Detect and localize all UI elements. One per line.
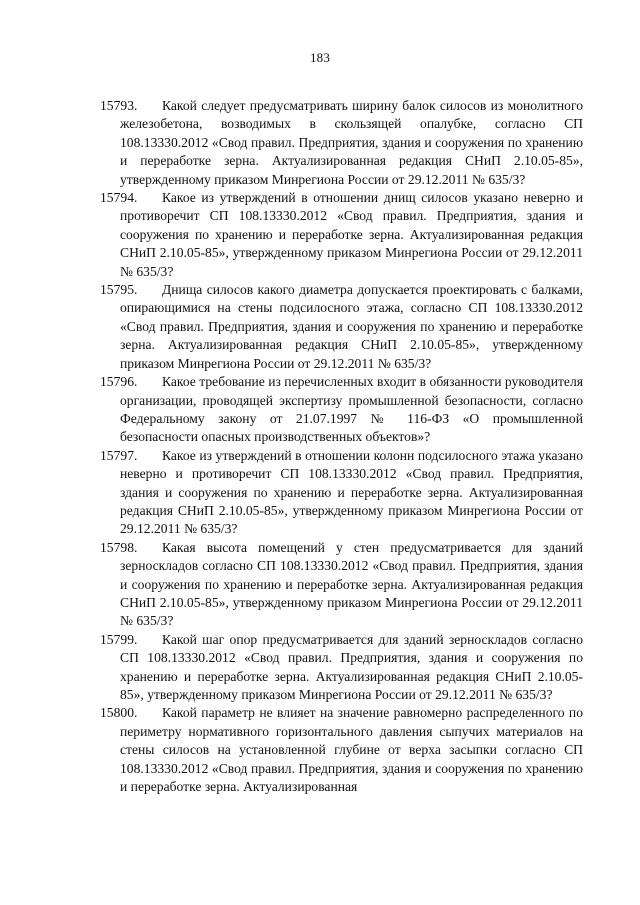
question-text: Какой параметр не влияет на значение равномерно распределенного по периметру нормативного горизонтального давления сыпучих материалов на стены силосов на установленной глубине от верха засыпки согласно СП 108.13330.2012 «Свод правил. Предприятия, здания и сооружения по хранению и переработке зерна. Актуализированная (120, 705, 583, 795)
question-number: 15797. (100, 447, 138, 463)
question-text: Какой следует предусматривать ширину балок силосов из монолитного железобетона, возводимых в скользящей опалубке, согласно СП 108.13330.2012 «Свод правил. Предприятия, здания и сооружения по хранению и переработке зерна. Актуализированная редакция СНиП 2.10.05-85», утвержденному приказом Минрегиона России от 29.12.2011 № 635/3? (120, 98, 583, 187)
page-number: 183 (309, 50, 331, 65)
question-item (100, 281, 583, 373)
question-item (100, 373, 583, 447)
question-number: 15793. (100, 98, 138, 113)
question-number: 15800. (100, 705, 138, 721)
question-text: Какое требование из перечисленных входит в обязанности руководителя организации, проводящей экспертизу промышленной безопасности, согласно Федеральному закону от 21.07.1997 № 116-ФЗ «О промышленной безопасности опасных производственных объектов»? (120, 374, 583, 445)
question-text: Какое из утверждений в отношении днищ силосов указано неверно и противоречит СП 108.13330.2012 «Свод правил. Предприятия, здания и сооружения по хранению и переработке зерна. Актуализированная редакция СНиП 2.10.05-85», утвержденному приказом Минрегиона России от 29.12.2011 № 635/3? (120, 190, 583, 279)
question-number: 15794. (100, 190, 138, 206)
question-text: Какое из утверждений в отношении колонн подсилосного этажа указано неверно и противоречит СП 108.13330.2012 «Свод правил. Предприятия, здания и сооружения по хранению и переработке зерна. Актуализированная редакция СНиП 2.10.05-85», утвержденному приказом Минрегиона России от 29.12.2011 № 635/3? (120, 447, 583, 537)
question-item (100, 97, 583, 189)
question-item (100, 447, 583, 539)
question-item (100, 539, 583, 631)
question-item (100, 189, 583, 281)
question-item (100, 631, 583, 705)
question-list (100, 97, 583, 796)
question-text: Днища силосов какого диаметра допускается проектировать с балками, опирающимися на стены подсилосного этажа, согласно СП 108.13330.2012 «Свод правил. Предприятия, здания и сооружения по хранению и переработке зерна. Актуализированная редакция СНиП 2.10.05-85», утвержденному приказом Минрегиона России от 29.12.2011 № 635/3? (120, 282, 583, 371)
question-text: Какой шаг опор предусматривается для зданий зерноскладов согласно СП 108.13330.2012 «Свод правил. Предприятия, здания и сооружения по хранению и переработке зерна. Актуализированная редакция СНиП 2.10.05-85», утвержденному приказом Минрегиона России от 29.12.2011 № 635/3? (120, 631, 583, 702)
question-number: 15799. (100, 631, 138, 647)
question-item (100, 704, 583, 796)
question-number: 15795. (100, 282, 138, 298)
question-number: 15798. (100, 539, 138, 555)
question-text: Какая высота помещений у стен предусматривается для зданий зерноскладов согласно СП 108.13330.2012 «Свод правил. Предприятия, здания и сооружения по хранению и переработке зерна. Актуализированная редакция СНиП 2.10.05-85», утвержденному приказом Минрегиона России от 29.12.2011 № 635/3? (120, 539, 583, 629)
question-number: 15796. (100, 374, 138, 390)
